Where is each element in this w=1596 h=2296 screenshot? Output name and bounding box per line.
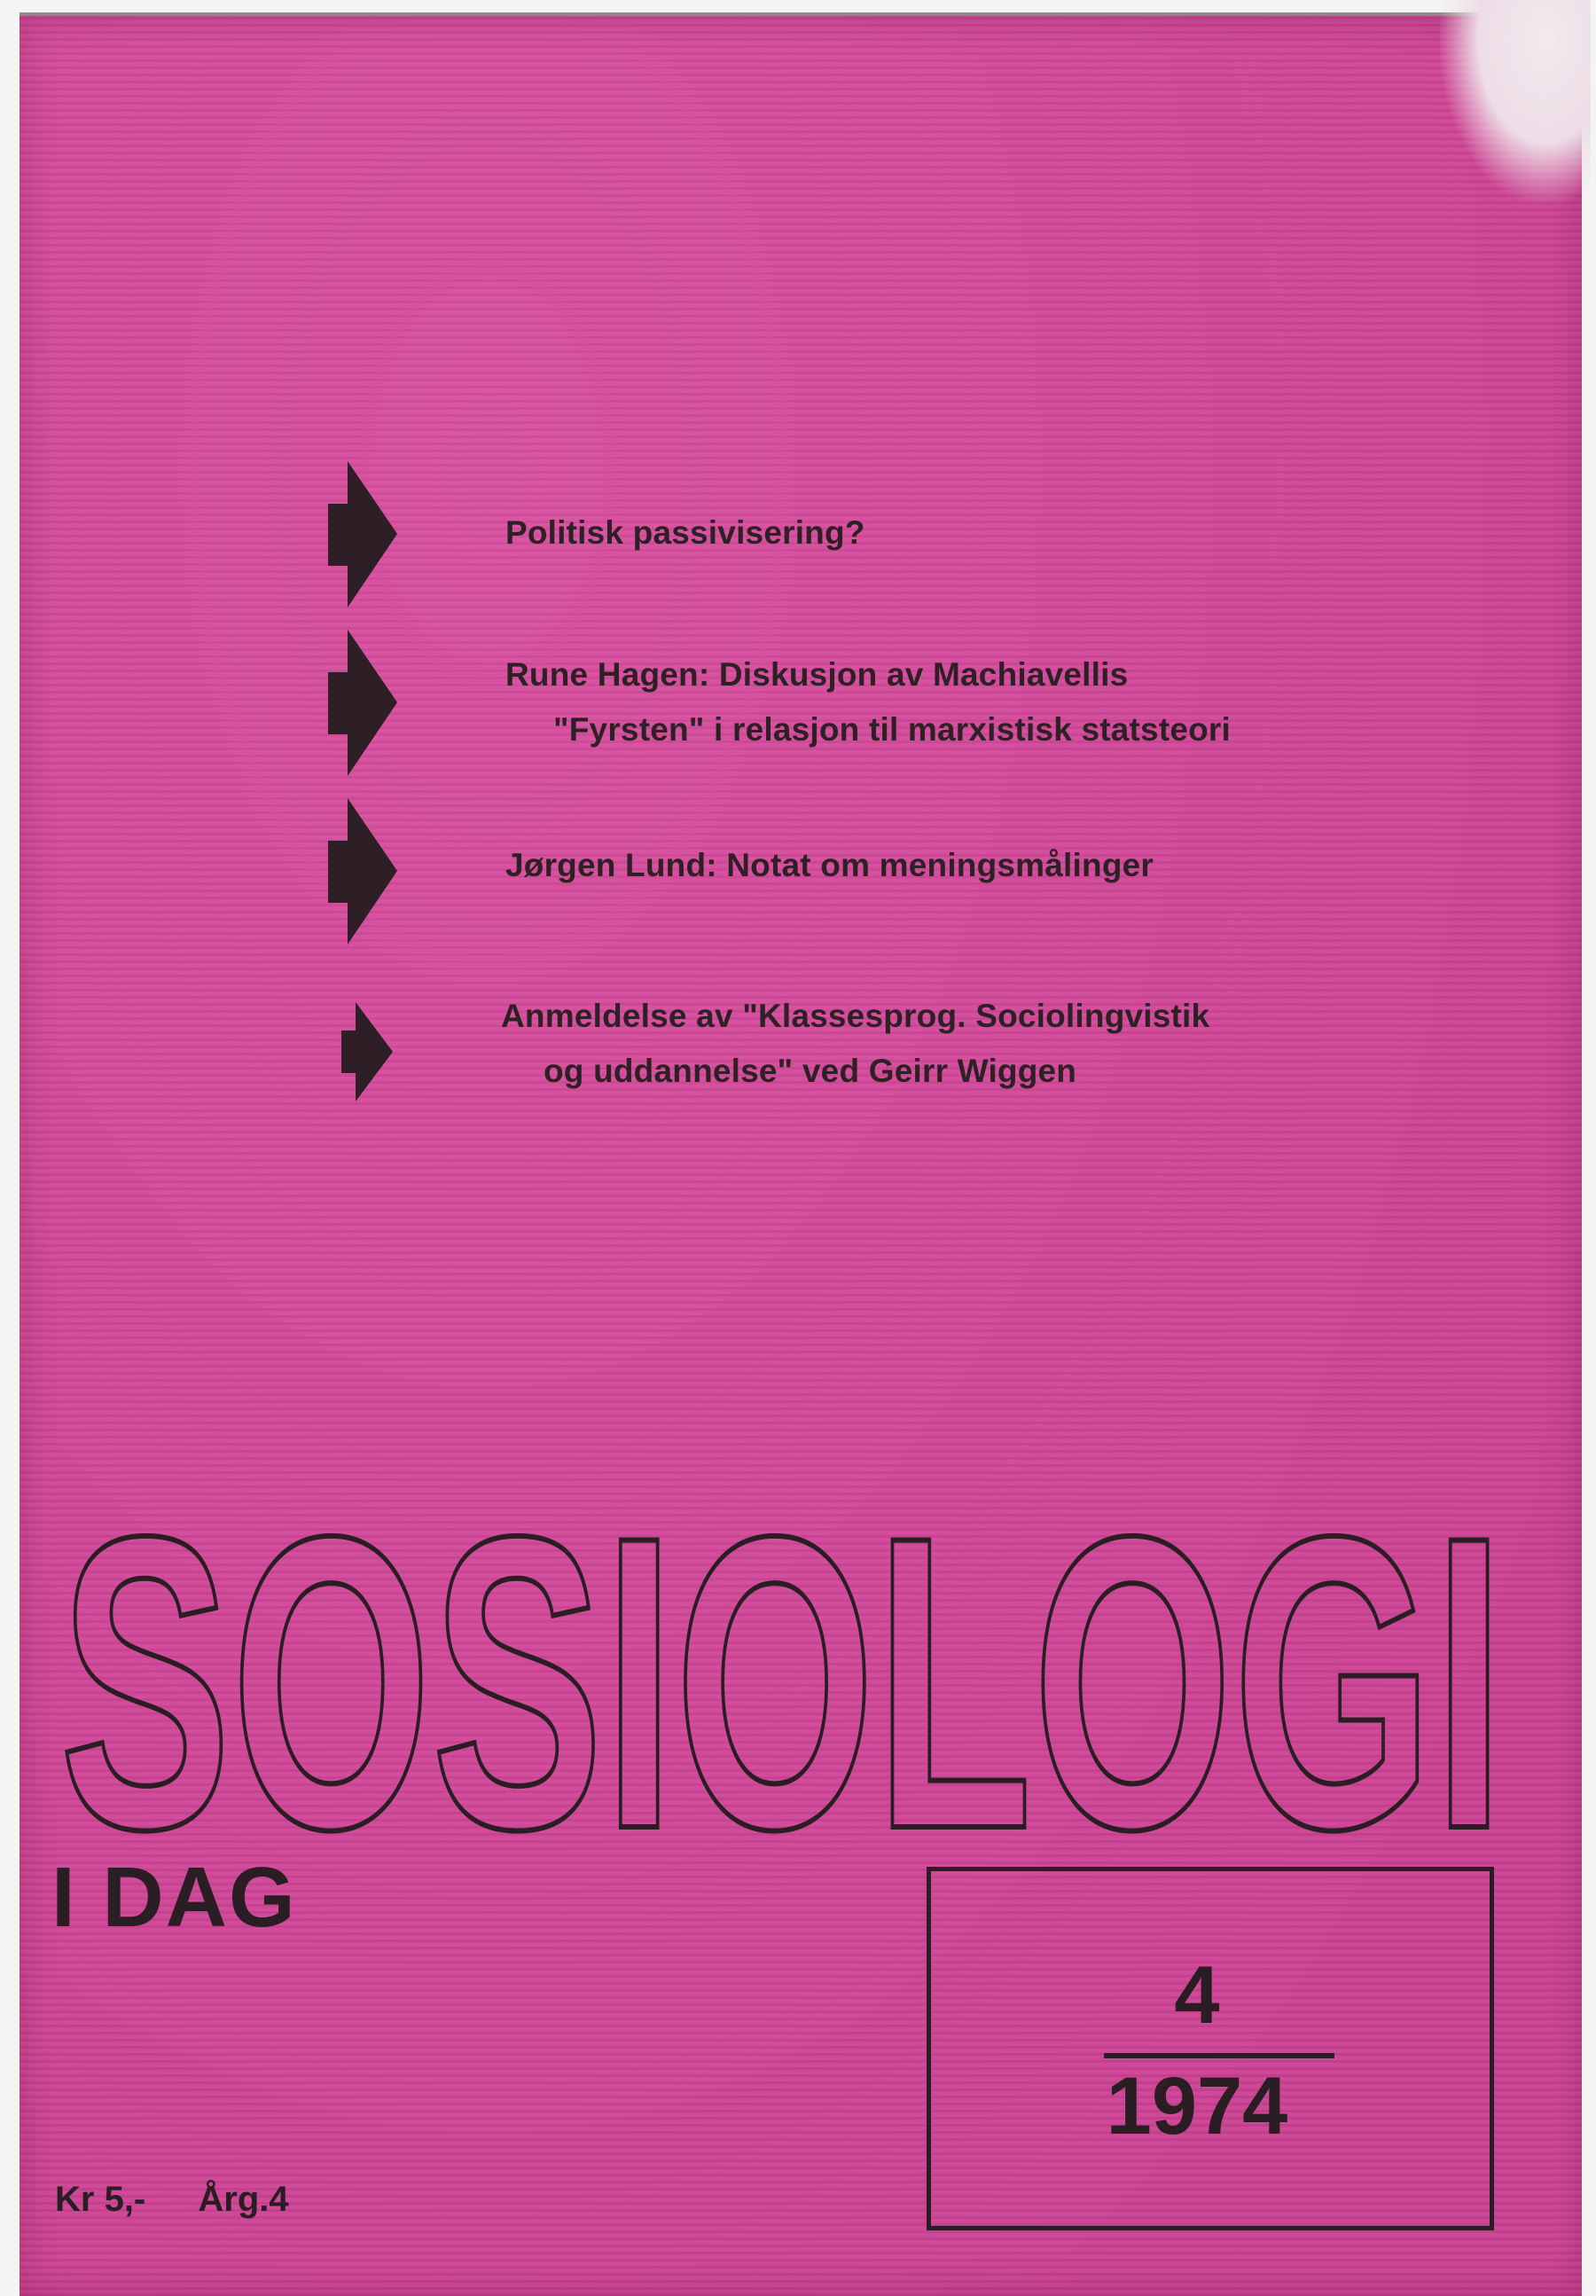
- arrow-right-icon: [341, 1002, 395, 1101]
- masthead-title: [55, 1525, 1509, 1845]
- arrow-right-icon: [328, 630, 399, 776]
- contents-item-line: Anmeldelse av "Klassesprog. Sociolingvistik: [501, 998, 1210, 1034]
- price-label: Kr 5,-: [55, 2180, 146, 2219]
- issue-divider: [1104, 2053, 1334, 2058]
- contents-item-text: [505, 838, 1154, 893]
- contents-item-line: og uddannelse" ved Geirr Wiggen: [544, 1053, 1077, 1089]
- issue-year: 1974: [1106, 2061, 1288, 2151]
- contents-item-line: Politisk passivisering?: [505, 514, 865, 551]
- arrow-right-icon: [328, 461, 399, 607]
- masthead-subtitle: I DAG: [51, 1850, 297, 1945]
- volume-label: Årg.4: [198, 2180, 289, 2219]
- footer-info: [55, 2177, 289, 2222]
- issue-number: 4: [1174, 1950, 1220, 2041]
- worn-corner: [1440, 0, 1591, 202]
- contents-item-line: Rune Hagen: Diskusjon av Machiavellis: [505, 656, 1129, 693]
- contents-item-text: [505, 647, 1231, 757]
- issue-box: [927, 1867, 1494, 2230]
- masthead-title-text: SOSIOLOGI: [59, 1525, 1505, 1845]
- contents-item-text: [501, 989, 1209, 1099]
- contents-item-text: [505, 505, 865, 560]
- contents-item-line: "Fyrsten" i relasjon til marxistisk statsteori: [553, 711, 1232, 748]
- contents-item-line: Jørgen Lund: Notat om meningsmålinger: [505, 847, 1154, 883]
- arrow-right-icon: [328, 798, 399, 944]
